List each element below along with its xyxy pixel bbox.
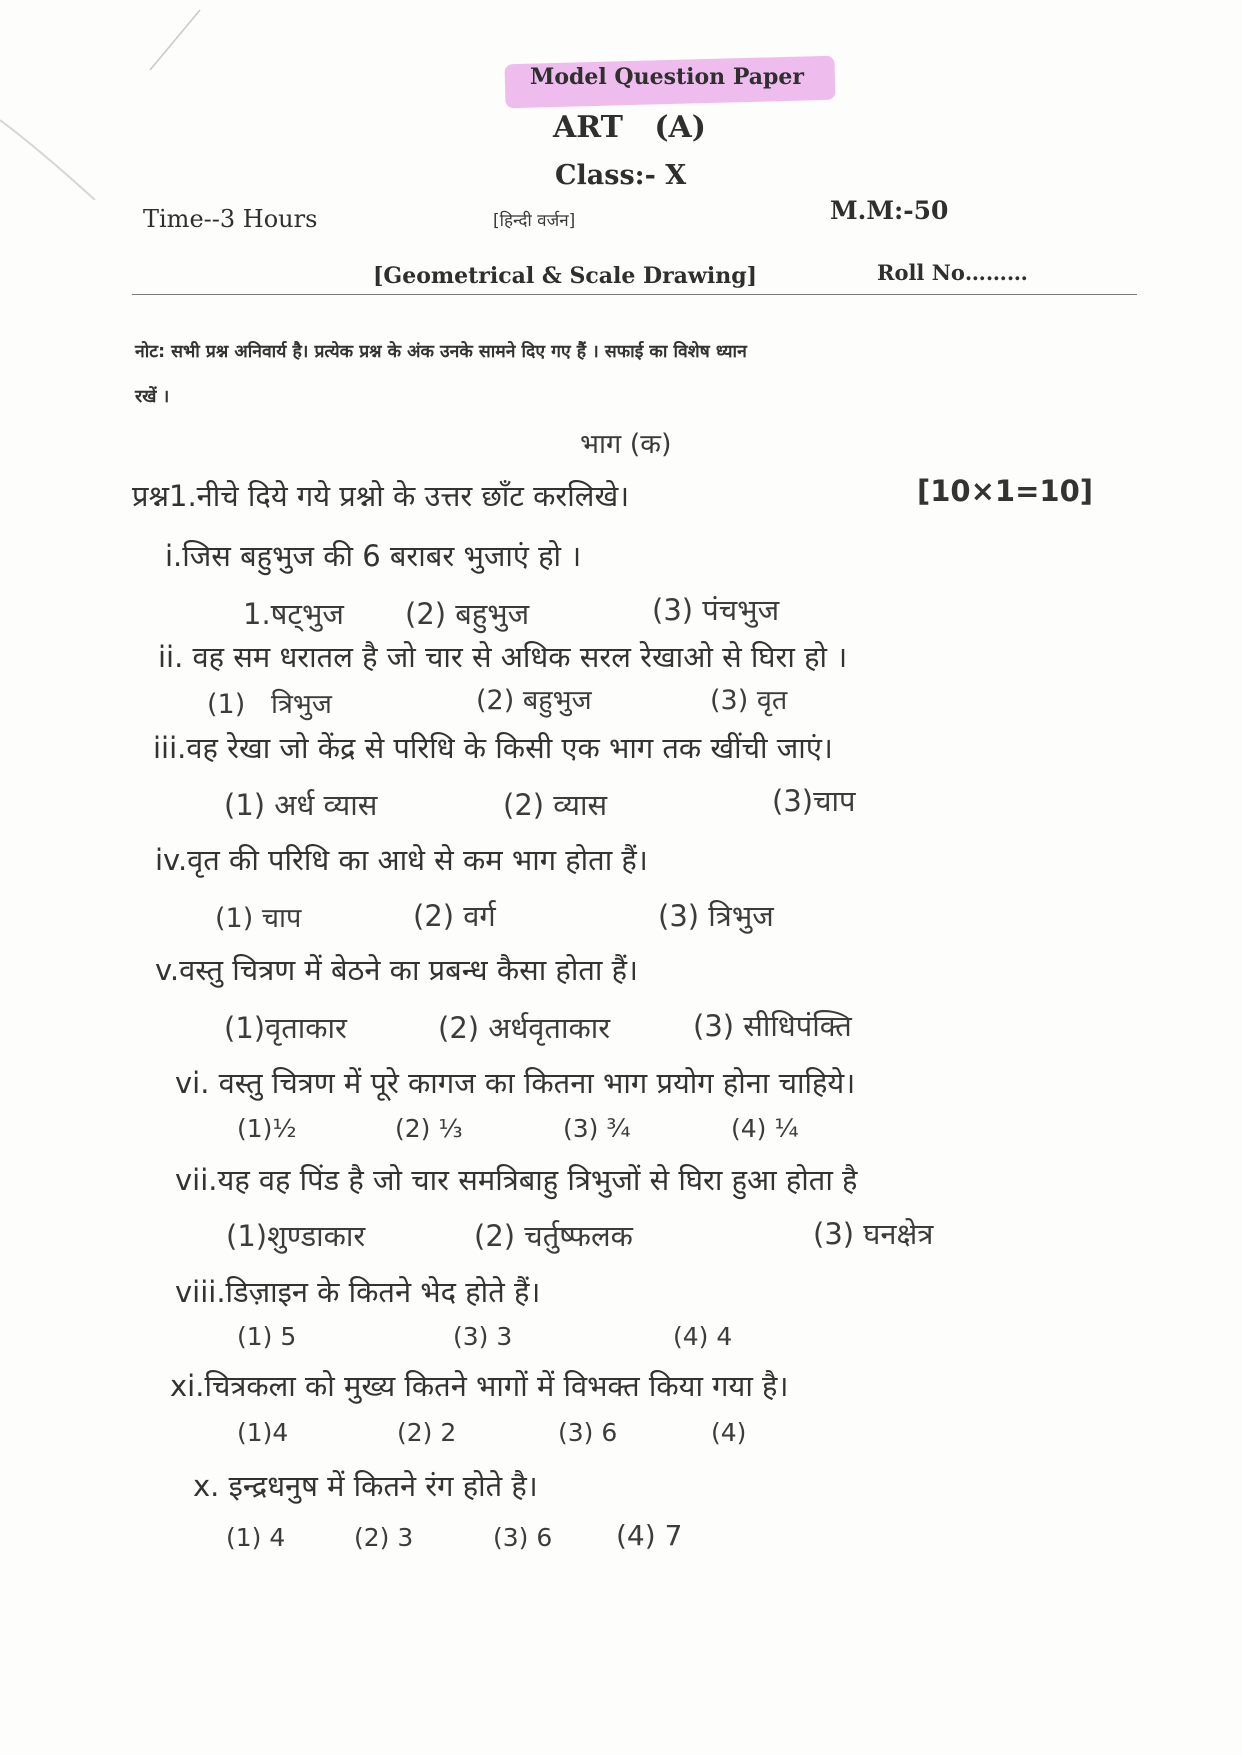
note-line-2: रखें । (135, 387, 170, 407)
question-1-marks: [10×1=10] (917, 474, 1093, 508)
option-3-1: (1) अर्ध व्यास (224, 788, 378, 822)
option-3-2: (2) व्यास (503, 788, 608, 822)
part-heading: भाग (क) (580, 429, 672, 460)
option-9-2: (2) 2 (397, 1418, 457, 1447)
option-7-2: (2) चर्तुष्फलक (474, 1219, 633, 1253)
page-fold-mark (0, 0, 230, 200)
option-10-4: (4) 7 (616, 1519, 683, 1552)
question-1-text: प्रश्न1.नीचे दिये गये प्रश्नो के उत्तर छाँट करलिखे। (132, 479, 630, 513)
option-7-3: (3) घनक्षेत्र (813, 1217, 934, 1251)
option-6-4: (4) ¼ (731, 1114, 799, 1143)
question-item-5: v.वस्तु चित्रण में बेठने का प्रबन्ध कैसा होता हैं। (155, 953, 638, 987)
option-2-3: (3) वृत (710, 685, 788, 716)
note-line-1: नोट: सभी प्रश्न अनिवार्य है। प्रत्येक प्रश्न के अंक उनके सामने दिए गए हैं । सफाई का विशेष ध्यान (135, 342, 747, 362)
option-1-2: (2) बहुभुज (405, 597, 530, 631)
option-9-1: (1)4 (237, 1418, 289, 1447)
option-5-3: (3) सीधिपंक्ति (693, 1009, 852, 1043)
question-item-8: viii.डिज़ाइन के कितने भेद होते हैं। (175, 1275, 541, 1309)
header-divider (132, 294, 1137, 295)
section-title: [Geometrical & Scale Drawing] (373, 263, 758, 289)
option-5-1: (1)वृताकार (224, 1011, 347, 1045)
option-2-1: (1) त्रिभुज (207, 689, 332, 720)
option-6-3: (3) ¾ (563, 1114, 631, 1143)
option-9-4: (4) (711, 1418, 747, 1447)
max-marks: M.M:-50 (830, 196, 949, 225)
option-2-2: (2) बहुभुज (476, 685, 592, 716)
question-item-10: x. इन्द्रधनुष में कितने रंग होते है। (193, 1469, 538, 1503)
option-4-3: (3) त्रिभुज (658, 899, 774, 933)
option-4-2: (2) वर्ग (413, 899, 496, 933)
paper-title: Model Question Paper (530, 64, 804, 90)
option-6-2: (2) ⅓ (395, 1114, 463, 1143)
question-item-3: iii.वह रेखा जो केंद्र से परिधि के किसी एक भाग तक खींची जाएं। (153, 731, 833, 765)
option-1-1: 1.षट्भुज (243, 597, 344, 631)
version-label: [हिन्दी वर्जन] (493, 211, 576, 231)
time-label: Time--3 Hours (143, 205, 318, 233)
option-8-2: (3) 3 (453, 1322, 513, 1351)
question-item-6: vi. वस्तु चित्रण में पूरे कागज का कितना भाग प्रयोग होना चाहिये। (175, 1066, 856, 1100)
option-8-1: (1) 5 (237, 1322, 297, 1351)
subject-title: ART (A) (553, 110, 707, 145)
option-10-3: (3) 6 (493, 1523, 553, 1552)
option-7-1: (1)शुण्डाकार (226, 1219, 366, 1253)
option-6-1: (1)½ (237, 1114, 297, 1143)
option-10-1: (1) 4 (226, 1523, 286, 1552)
question-item-2: ii. वह सम धरातल है जो चार से अधिक सरल रेखाओ से घिरा हो । (158, 640, 848, 674)
option-1-3: (3) पंचभुज (652, 593, 780, 627)
option-3-3: (3)चाप (772, 784, 856, 818)
option-9-3: (3) 6 (558, 1418, 618, 1447)
question-item-9: xi.चित्रकला को मुख्य कितने भागों में विभक्त किया गया है। (170, 1369, 789, 1403)
option-10-2: (2) 3 (354, 1523, 414, 1552)
question-item-1: i.जिस बहुभुज की 6 बराबर भुजाएं हो । (165, 539, 582, 573)
roll-no-label: Roll No……… (877, 260, 1028, 285)
question-item-4: iv.वृत की परिधि का आधे से कम भाग होता हैं। (155, 843, 648, 877)
option-8-3: (4) 4 (673, 1322, 733, 1351)
question-item-7: vii.यह वह पिंड है जो चार समत्रिबाहु त्रिभुजों से घिरा हुआ होता है (175, 1163, 858, 1197)
option-5-2: (2) अर्धवृताकार (438, 1011, 611, 1045)
option-4-1: (1) चाप (215, 903, 302, 934)
class-label: Class:- X (555, 160, 687, 191)
